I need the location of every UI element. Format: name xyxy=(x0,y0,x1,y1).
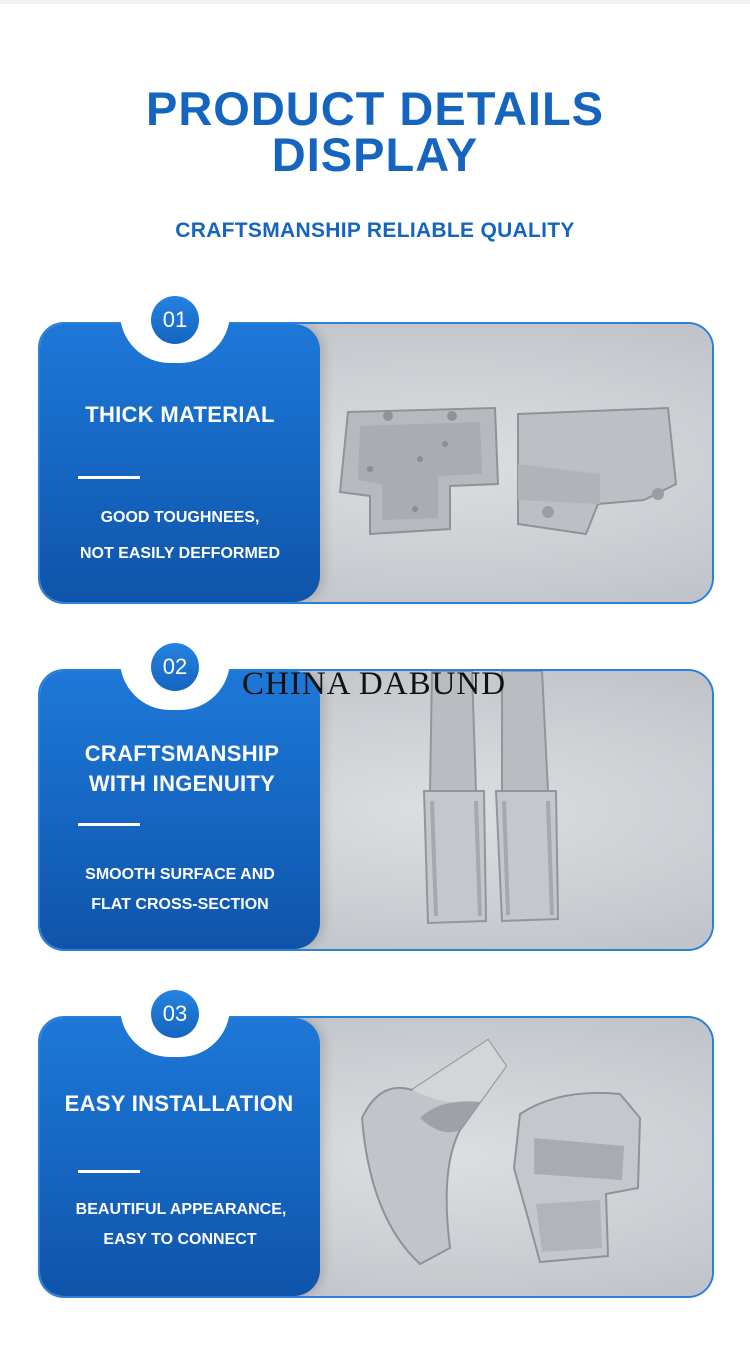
feature-divider-01 xyxy=(78,476,140,479)
feature-heading-01: THICK MATERIAL xyxy=(85,402,275,427)
feature-heading-02-line-1: CRAFTSMANSHIP xyxy=(84,741,280,766)
feature-desc-03-line-2: EASY TO CONNECT xyxy=(103,1231,257,1248)
feature-divider-03 xyxy=(78,1170,140,1173)
top-strip xyxy=(0,0,750,4)
feature-desc-01-line-1: GOOD TOUGHNEES, xyxy=(100,509,260,526)
feature-card-02 xyxy=(38,669,714,951)
feature-card-03 xyxy=(38,1016,714,1298)
feature-desc-01-line-2: NOT EASILY DEFFORMED xyxy=(79,545,281,562)
feature-panel-03 xyxy=(40,1018,320,1296)
feature-heading-03: EASY INSTALLATION xyxy=(64,1091,294,1116)
feature-desc-02-line-1: SMOOTH SURFACE AND xyxy=(85,866,275,883)
step-badge-02: 02 xyxy=(151,643,199,691)
feature-card-01 xyxy=(38,322,714,604)
feature-desc-03-line-1: BEAUTIFUL APPEARANCE, xyxy=(75,1201,287,1218)
feature-panel-01 xyxy=(40,324,320,602)
page-title-line-2: DISPLAY xyxy=(271,128,479,181)
step-badge-01: 01 xyxy=(151,296,199,344)
watermark-text: CHINA DABUND xyxy=(242,666,507,702)
feature-heading-02-line-2: WITH INGENUITY xyxy=(88,771,276,796)
page-title-line-1: PRODUCT DETAILS xyxy=(145,82,604,135)
page-subtitle: CRAFTSMANSHIP RELIABLE QUALITY xyxy=(175,219,575,242)
feature-panel-02 xyxy=(40,671,320,949)
feature-divider-02 xyxy=(78,823,140,826)
step-badge-03: 03 xyxy=(151,990,199,1038)
feature-desc-02-line-2: FLAT CROSS-SECTION xyxy=(91,896,269,913)
